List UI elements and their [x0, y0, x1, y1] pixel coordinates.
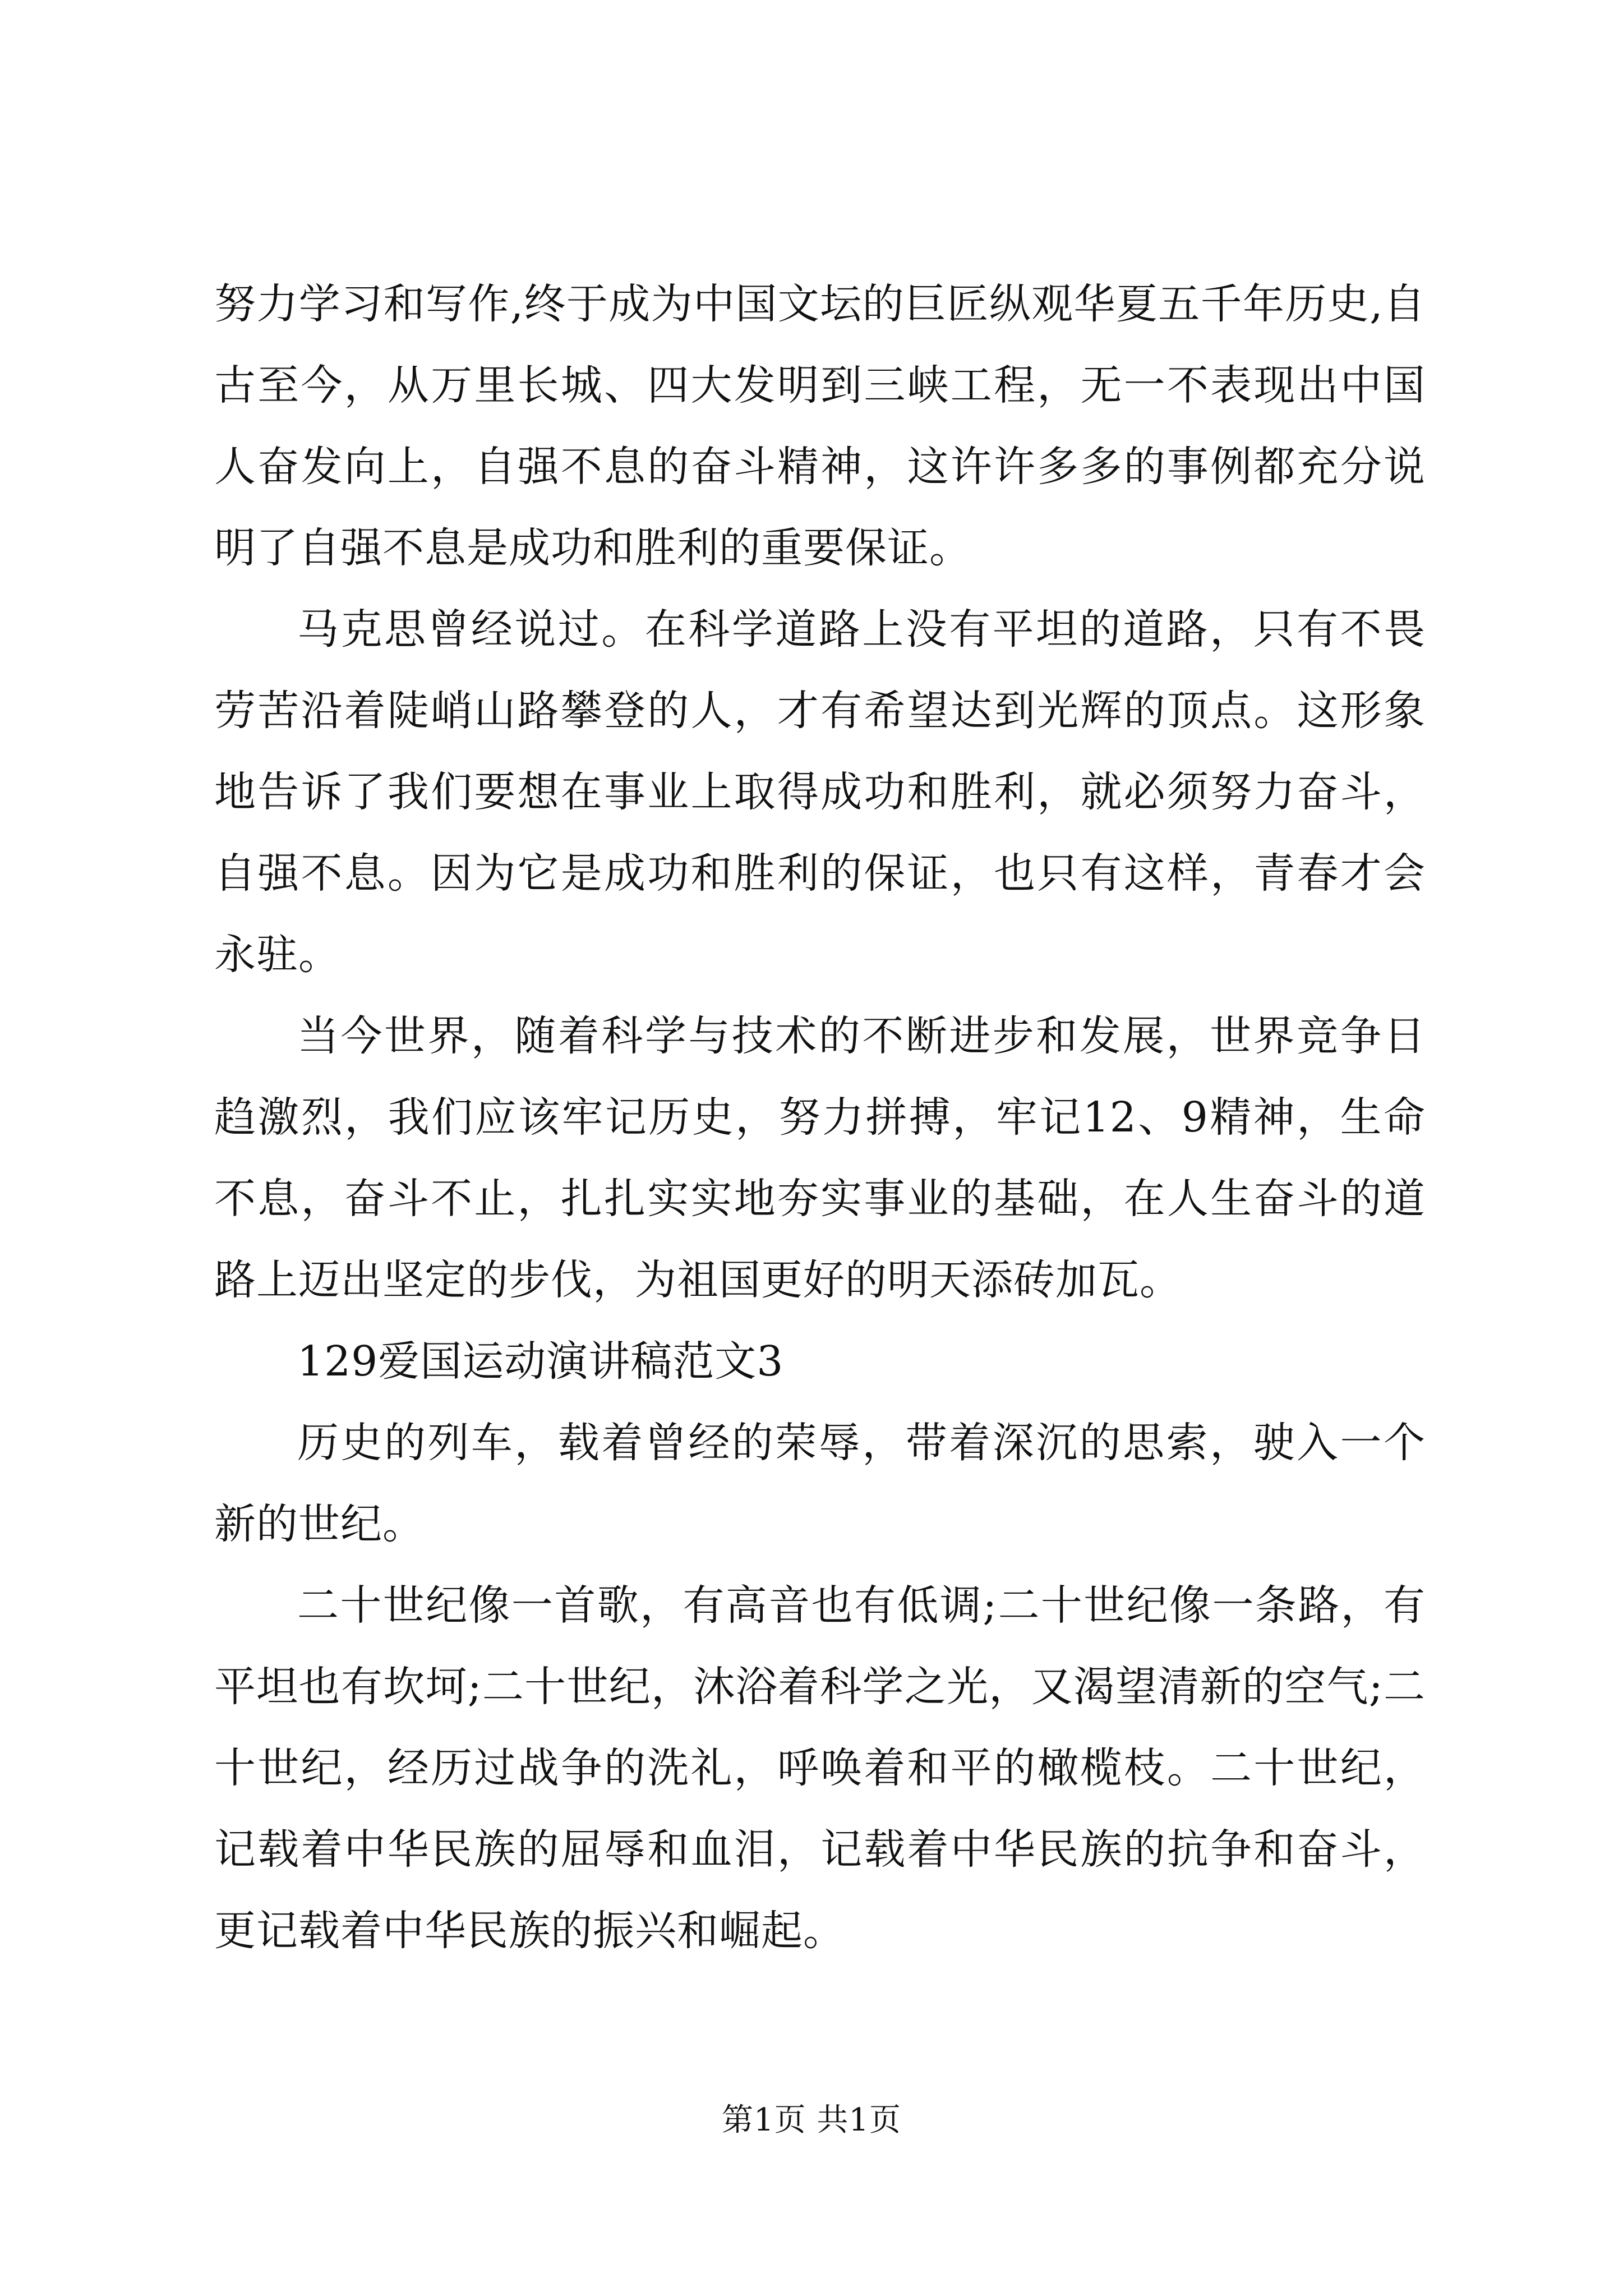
paragraph-3: 当今世界，随着科学与技术的不断进步和发展，世界竞争日趋激烈，我们应该牢记历史，努力拼搏，牢记12、9精神，生命不息，奋斗不止，扎扎实实地夯实事业的基础，在人生奋斗的道路上迈出坚定的步伐，为祖国更好的明天添砖加瓦。 [214, 1012, 1426, 1304]
paragraph-5: 历史的列车，载着曾经的荣辱，带着深沉的思索，驶入一个新的世纪。 [214, 1419, 1426, 1548]
document-body [214, 264, 1426, 1972]
page-footer: 第1页 共1页 [721, 2102, 902, 2138]
paragraph-2: 马克思曾经说过。在科学道路上没有平坦的道路，只有不畏劳苦沿着陡峭山路攀登的人，才有希望达到光辉的顶点。这形象地告诉了我们要想在事业上取得成功和胜利，就必须努力奋斗，自强不息。因为它是成功和胜利的保证，也只有这样，青春才会永驻。 [214, 605, 1426, 979]
paragraph-1: 努力学习和写作,终于成为中国文坛的巨匠纵观华夏五千年历史,自古至今，从万里长城、四大发明到三峡工程，无一不表现出中国人奋发向上，自强不息的奋斗精神，这许许多多的事例都充分说明了自强不息是成功和胜利的重要保证。 [214, 280, 1426, 572]
section-heading: 129爱国运动演讲稿范文3 [297, 1337, 784, 1386]
paragraph-6: 二十世纪像一首歌，有高音也有低调;二十世纪像一条路，有平坦也有坎坷;二十世纪，沐浴着科学之光，又渴望清新的空气;二十世纪，经历过战争的洗礼，呼唤着和平的橄榄枝。二十世纪，记载着中华民族的屈辱和血泪，记载着中华民族的抗争和奋斗，更记载着中华民族的振兴和崛起。 [214, 1581, 1426, 1955]
